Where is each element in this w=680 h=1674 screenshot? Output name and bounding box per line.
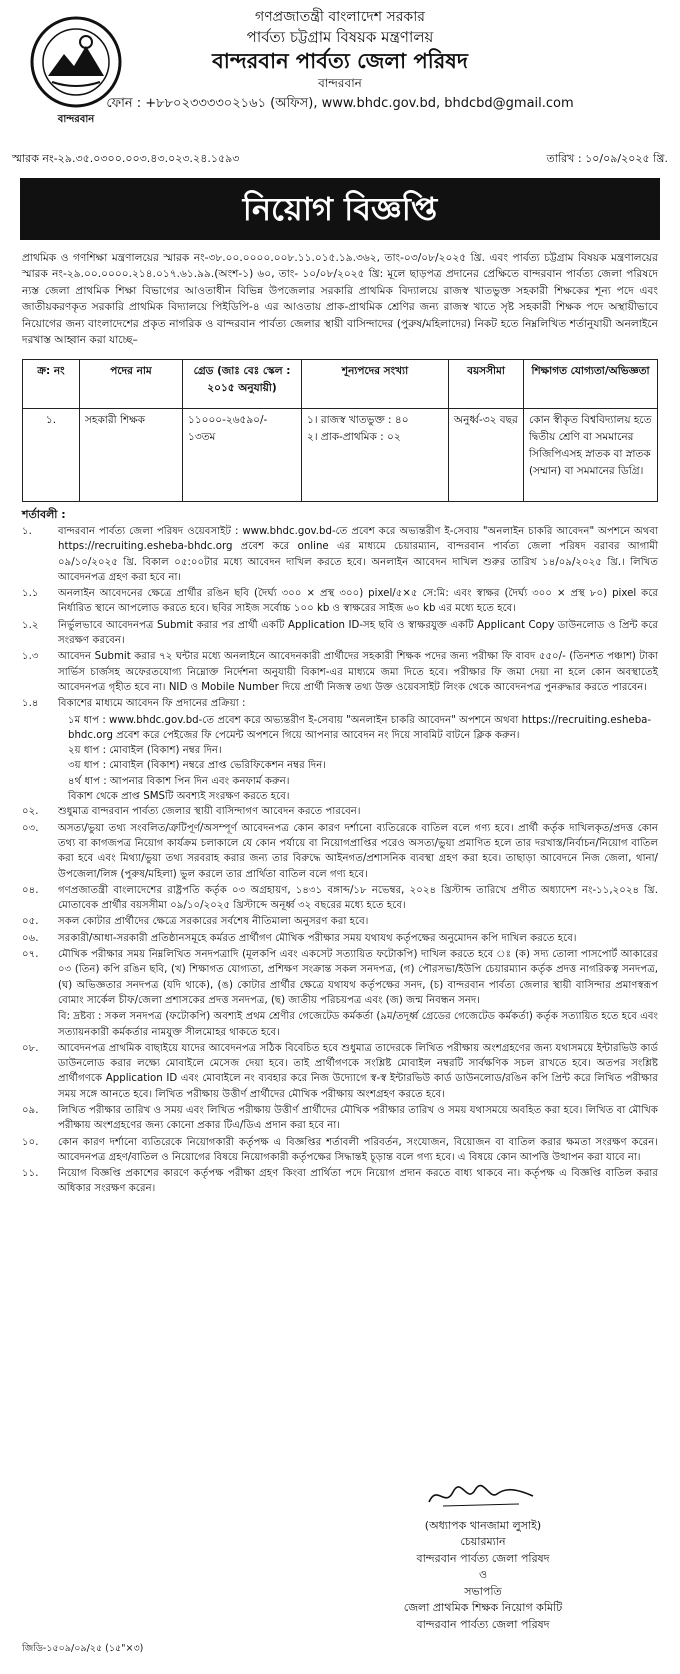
signature-block	[378, 1478, 588, 1633]
term-note	[22, 1009, 658, 1040]
term-item	[22, 696, 658, 711]
term-number: ০৫.	[22, 916, 39, 928]
col-grade: গ্রেড (জাঃ বেঃ স্কেল : ২০১৫ অনুযায়ী)	[183, 360, 302, 409]
term-item	[22, 947, 658, 1008]
term-text: বি: দ্রষ্টব্য : সকল সনদপত্র (ফটোকপি) অবশ্যই প্রথম শ্রেণীর গেজেটেড কর্মকর্তা (৯ম/তদূর্ধ্ব গ্রেডের গেজেটেড কর্মকর্তা) কর্তৃক সত্যায়িত হতে হবে এবং সত্যায়নকারী কর্মকর্তার নামযুক্ত সীলমোহর থাকতে হবে।	[58, 1011, 658, 1038]
payment-step: বিকাশ থেকে প্রাপ্ত SMSটি অবশ্যই সংরক্ষণ করতে হবে।	[68, 791, 290, 803]
term-number: ০৮.	[22, 1042, 39, 1054]
term-item	[22, 931, 658, 946]
term-number	[22, 1009, 58, 1040]
logo-caption: বান্দরবান	[57, 114, 95, 125]
term-text: কোন কারণ দর্শানো ব্যতিরেকে নিয়োগকারী কর্তৃপক্ষ এ বিজ্ঞপ্তির শর্তাবলী পরিবর্তন, সংযোজন, বিয়োজন বা বাতিল করার ক্ষমতা সংরক্ষণ করেন। আবেদনপত্র গ্রহণ/বাতিল ও নিয়োগের বিষয়ে নিয়োগকারী কর্তৃপক্ষের সিদ্ধান্তই চূড়ান্ত বলে গণ্য হবে। এ বিষয়ে কোন আপত্তি উত্থাপন করা যাবে না।	[58, 1136, 658, 1163]
table-row	[23, 409, 658, 502]
term-item	[22, 914, 658, 929]
term-item	[22, 1135, 658, 1166]
col-qualification: শিক্ষাগত যোগ্যতা/অভিজ্ঞতা	[524, 360, 658, 409]
term-text: বান্দরবান পার্বত্য জেলা পরিষদ ওয়েবসাইট : www.bhdc.gov.bd-তে প্রবেশ করে অভ্যন্তরীণ ই-সেবায় "অনলাইন চাকরি আবেদন" অপশনে অথবা https://recruiting.esheba-bhdc.org প্রবেশ করে online এর মাধ্যমে চেয়ারম্যান, বান্দরবান পার্বত্য জেলা পরিষদ বরাবর আগামী ০৯/১০/২০২৫ খ্রি. বিকাল ০৫:০০টার মধ্যে আবেদন দাখিল করতে হবে। অনলাইন আবেদন দাখিল শুরুর তারিখ ১৪/০৯/২০২৫ খ্রি.। লিখিত আবেদনপত্র গ্রহণ করা হবে না।	[58, 526, 658, 583]
term-number: ১.৩	[22, 651, 39, 663]
term-number: ০৪.	[22, 884, 39, 896]
col-age: বয়সসীমা	[449, 360, 524, 409]
term-item	[22, 804, 658, 819]
cell-serial: ১.	[23, 409, 80, 502]
term-text: অনলাইন আবেদনের ক্ষেত্রে প্রার্থীর রঙিন ছবি (দৈর্ঘ্য ৩০০ × প্রস্থ ৩০০) pixel/৫×৫ সে:মি: এবং স্বাক্ষর (দৈর্ঘ্য ৩০০ × প্রস্থ ৮০) pixel করে নির্ধারিত স্থানে আপলোড করতে হবে। ছবির সাইজ সর্বোচ্চ ১০০ kb ও স্বাক্ষরের সাইজ ৬০ kb এর মধ্যে হতে হবে।	[58, 588, 658, 615]
cell-age: অনুর্ধ্ব-৩২ বছর	[449, 409, 524, 502]
term-number: ১.১	[22, 588, 39, 600]
memo-number: স্মারক নং-২৯.৩৫.০৩০০.০০৩.৪৩.০২৩.২৪.১৫৯৩	[12, 152, 240, 165]
cell-grade: ১১০০০-২৬৫৯০/- ১৩তম	[183, 409, 302, 502]
post-details-table	[22, 359, 658, 502]
term-number: ১.	[22, 526, 32, 537]
term-text: নির্ভুলভাবে আবেদনপত্র Submit করার পর প্রার্থী একটি Application ID-সহ ছবি ও স্বাক্ষরযুক্ত একটি Applicant Copy ডাউনলোড ও প্রিন্ট করে সংরক্ষণ করবেন।	[58, 619, 658, 647]
handwritten-signature	[423, 1478, 543, 1512]
term-number: ০৩.	[22, 822, 39, 834]
term-item	[22, 1041, 658, 1102]
term-text: আবেদন Submit করার ৭২ ঘন্টার মধ্যে অনলাইনে আবেদনকারী প্রার্থীদের সহকারী শিক্ষক পদের জন্য পরীক্ষা ফি বাবদ ৫৫০/- (তিনশত পঞ্চাশ) টাকা সার্ভিস চার্জসহ অফেরতযোগ্য নিম্নোক্ত নির্দেশনা অনুযায়ী বিকাশ-এর মাধ্যমে জমা দিতে হবে। পরীক্ষার ফি জমা দেয়া না হলে কোন অবস্থাতেই আবেদনপত্র গৃহীত হবে না। NID ও Mobile Number দিয়ে প্রার্থী নিজস্ব তথ্য উক্ত ওয়েবসাইট লিংক থেকে আবেদনপত্র পুনরুদ্ধার করতে পারবেন।	[58, 651, 658, 693]
col-vacancy: শূন্যপদের সংখ্যা	[302, 360, 449, 409]
cell-post: সহকারী শিক্ষক	[80, 409, 183, 502]
payment-steps	[68, 713, 658, 805]
payment-step: ১ম ধাপ : www.bhdc.gov.bd-তে প্রবেশ করে অভ্যন্তরীণ ই-সেবায় "অনলাইন চাকরি আবেদন" অপশনে অথবা https://recruiting.esheba-bhdc.org প্রবেশ করে পেইজের ফি পেমেন্ট অপশনে গিয়ে আপনার আবেদন নং দিয়ে সাবমিট বাটনে ক্লিক করুন।	[68, 714, 652, 741]
term-number: ০৭.	[22, 949, 39, 961]
signatory-committee: জেলা প্রাথমিক শিক্ষক নিয়োগ কমিটি	[403, 1601, 563, 1614]
term-number: ০২.	[22, 806, 39, 818]
term-item	[22, 821, 658, 882]
term-number: ১০.	[22, 1136, 39, 1148]
intro-paragraph: প্রাথমিক ও গণশিক্ষা মন্ত্রণালয়ের স্মারক নং-৩৮.০০.০০০০.০০৮.১১.০১৫.১৯.৩৬২, তাং-০৩/০৮/২০২৫ খ্রি. এবং পার্বত্য চট্টগ্রাম বিষয়ক মন্ত্রণালয়ের স্মারক নং-২৯.০০.০০০০.২১৪.০১৭.৬১.৯৯.(অংশ-১) ৬০, তাং- ১০/০৮/২০২৫ খ্রি: মূলে ছাড়পত্র প্রদানের প্রেক্ষিতে বান্দরবান পার্বত্য জেলা পরিষদে ন্যস্ত জেলা প্রাথমিক শিক্ষা বিভাগের আওতাধীন বিভিন্ন উপজেলার সরকারি প্রাথমিক বিদ্যালয়ে রাজস্ব খাতভুক্ত সহকারী শিক্ষকের শূন্য পদে এবং জাতীয়করণকৃত সরকারি প্রাথমিক বিদ্যালয়ে পিইডিপি-৪ এর আওতায় প্রাক-প্রাথমিক শ্রেণির জন্য রাজস্ব খাতে সৃষ্ট সহকারী শিক্ষক পদে অস্থায়ীভাবে নিয়োগের জন্য বাংলাদেশের প্রকৃত নাগরিক ও বান্দরবান পার্বত্য জেলার স্থায়ী বাসিন্দাদের (পুরুষ/মহিলাদের) নিকট হতে নিম্নলিখিত শর্তানুযায়ী অনলাইনে দরখাস্ত আহ্বান করা যাচ্ছে–	[22, 252, 658, 347]
notice-title-banner: নিয়োগ বিজ্ঞপ্তি	[20, 178, 660, 240]
government-line: গণপ্রজাতন্ত্রী বাংলাদেশ সরকার	[255, 9, 425, 25]
header	[12, 0, 668, 150]
district-council-logo	[30, 16, 122, 108]
term-number: ১.৪	[22, 698, 39, 710]
term-text: বিকাশের মাধ্যমে আবেদন ফি প্রদানের প্রক্রিয়া :	[58, 698, 246, 710]
location-line: বান্দরবান	[318, 76, 362, 91]
vacancy-preprimary: ২। প্রাক-প্রাথমিক : ০২	[307, 431, 401, 443]
cell-vacancy	[302, 409, 449, 502]
term-item	[22, 586, 658, 617]
reference-line	[12, 150, 668, 169]
table-header-row	[23, 360, 658, 409]
notice-date: তারিখ : ১০/০৯/২০২৫ খ্রি.	[546, 152, 668, 165]
term-text: সরকারী/আধা-সরকারী প্রতিষ্ঠানসমূহে কর্মরত প্রার্থীগণ মৌখিক পরীক্ষার সময় যথাযথ কর্তৃপক্ষের অনুমোদন কপি দাখিল করতে হবে।	[58, 932, 577, 944]
term-text: শুধুমাত্র বান্দরবান পার্বত্য জেলার স্থায়ী বাসিন্দাগণ আবেদন করতে পারবেন।	[58, 806, 361, 818]
term-item	[22, 649, 658, 695]
signatory-and: ও	[478, 1568, 488, 1581]
signatory-role: সভাপতি	[464, 1584, 502, 1598]
term-number: ১১.	[22, 1168, 39, 1180]
term-number: ০৯.	[22, 1104, 39, 1116]
term-item	[22, 524, 658, 585]
term-text: সকল কোটার প্রার্থীদের ক্ষেত্রে সরকারের সর্বশেষ নীতিমালা অনুসরণ করা হবে।	[58, 916, 369, 928]
gd-code: জিডি-১৫০৯/০৯/২৫ (১৫"×৩)	[22, 1643, 144, 1654]
terms-list	[22, 524, 658, 1198]
term-text: অসত্য/ভুয়া তথ্য সংবলিত/ত্রুটিপূর্ণ/অসম্পূর্ণ আবেদনপত্র কোন কারণ দর্শানো ব্যতিরেকে বাতিল বলে গণ্য হবে। প্রার্থী কর্তৃক দাখিলকৃত/প্রদত্ত কোন তথ্য বা কাগজপত্র নিয়োগ কার্যক্রম চলাকালে যে কোন পর্যায়ে বা নিয়োগপ্রাপ্তির পরেও অসত্য/ভুয়া প্রমাণিত হলে তার দরখাস্ত/নির্বাচন/নিয়োগ বাতিল করা হবে এবং মিথ্যা/ভুয়া তথ্য সরবরাহ করার জন্য তার বিরুদ্ধে আইনগত/প্রশাসনিক ব্যবস্থা গ্রহণ করা হবে। তাছাড়া আবেদনে নিজ জেলা, থানা/উপজেলা/লিঙ্গ (পুরুষ/মহিলা) ভুল করলে তার প্রার্থিতা বাতিল বলে গণ্য হবে।	[58, 822, 658, 880]
term-number: ১.২	[22, 619, 39, 631]
ministry-line: পার্বত্য চট্টগ্রাম বিষয়ক মন্ত্রণালয়	[246, 27, 434, 46]
vacancy-revenue: ১। রাজস্ব খাতভুক্ত : ৪০	[307, 414, 409, 426]
contact-line: ফোন : +৮৮০২৩৩৩৩০২১৬১ (অফিস), www.bhdc.gov.bd, bhdcbd@gmail.com	[106, 95, 574, 111]
signatory-committee-office: বান্দরবান পার্বত্য জেলা পরিষদ	[416, 1617, 550, 1631]
term-text: গণপ্রজাতন্ত্রী বাংলাদেশের রাষ্ট্রপতি কর্তৃক ০৩ অগ্রহায়ণ, ১৪৩১ বঙ্গাব্দ/১৮ নভেম্বর, ২০২৪ খ্রিস্টাব্দ তারিখে প্রণীত অধ্যাদেশ নং-১১,২০২৪ খ্রি. মোতাবেক প্রার্থীর বয়সসীমা ০৯/১০/২০২৫ খ্রিস্টাব্দে অনূর্ধ্ব ৩২ বছরের মধ্যে হতে হবে।	[58, 884, 658, 912]
signatory-title: চেয়ারম্যান	[460, 1535, 506, 1548]
payment-step: ৪র্থ ধাপ : আপনার বিকাশ পিন দিন এবং কনফার্ম করুন।	[68, 775, 290, 787]
cell-qualification: কোন স্বীকৃত বিশ্ববিদ্যালয় হতে দ্বিতীয় শ্রেণি বা সমমানের সিজিপিএসহ স্নাতক বা স্নাতক (সম্মান) বা সমমানের ডিগ্রি।	[524, 409, 658, 502]
term-text: আবেদনপত্র প্রাথমিক বাছাইয়ে যাদের আবেদনপত্র সঠিক বিবেচিত হবে শুধুমাত্র তাদেরকে লিখিত পরীক্ষায় অংশগ্রহণের জন্য যথাসময়ে ইন্টারভিউ কার্ড ডাউনলোড করার লক্ষ্যে মোবাইলে মেসেজ দেয়া হবে। তাই প্রার্থীগণকে সংশ্লিষ্ট মোবাইল নম্বরটি সার্বক্ষণিক সচল রাখতে হবে। অতপর সংশ্লিষ্ট প্রার্থীগণকে Application ID এবং মোবাইলে নং ব্যবহার করে নিজ উদ্যোগে স্ব-স্ব ইন্টারভিউ কার্ড ডাউনলোড/রঙিন কপি প্রিন্ট করে লিখিত পরীক্ষার সময় সঙ্গে আনতে হবে। লিখিত পরীক্ষায় উত্তীর্ণ প্রার্থীদের মৌখিক পরীক্ষায় অংশগ্রহণ করতে হবে।	[58, 1042, 658, 1100]
term-item	[22, 618, 658, 649]
term-item	[22, 1103, 658, 1134]
signatory-name: (অধ্যাপক থানজামা লুসাই)	[424, 1518, 542, 1532]
council-name: বান্দরবান পার্বত্য জেলা পরিষদ	[212, 49, 468, 74]
col-serial: ক্র: নং	[23, 360, 80, 409]
term-item	[22, 883, 658, 914]
col-post: পদের নাম	[80, 360, 183, 409]
payment-step: ২য় ধাপ : মোবাইল (বিকাশ) নম্বর দিন।	[68, 745, 222, 757]
signatory-office: বান্দরবান পার্বত্য জেলা পরিষদ	[416, 1551, 550, 1565]
terms-heading: শর্তাবলী :	[22, 508, 66, 521]
term-number: ০৬.	[22, 932, 39, 944]
term-text: মৌখিক পরীক্ষার সময় নিম্নলিখিত সনদপত্রাদি (মূলকপি এবং একসেট সত্যায়িত ফটোকপি) দাখিল করতে হবে ঃ (ক) সদ্য তোলা পাসপোর্ট আকারের ০৩ (তিন) কপি রঙিন ছবি, (খ) শিক্ষাগত যোগ্যতা, প্রশিক্ষণ সংক্রান্ত সকল সনদপত্র, (গ) পৌরসভা/ইউপি চেয়ারম্যান কর্তৃক প্রদত্ত নাগরিকত্ব সনদপত্র, (ঘ) অভিজ্ঞতার সনদপত্র (যদি থাকে), (ঙ) কোটার প্রার্থীর ক্ষেত্রে যথাযথ কর্তৃপক্ষের সনদ, (চ) বান্দরবান পার্বত্য জেলার স্থায়ী বাসিন্দার প্রমাণস্বরূপ বোমাং সার্কেল চীফ/জেলা প্রশাসকের প্রদত্ত সনদপত্র, (ছ) জাতীয় পরিচয়পত্র এবং (জ) জন্ম নিবন্ধন সনদ।	[58, 949, 658, 1006]
payment-step: ৩য় ধাপ : মোবাইল (বিকাশ) নম্বরে প্রাপ্ত ভেরিফিকেশন নম্বর দিন।	[68, 760, 327, 772]
term-text: নিয়োগ বিজ্ঞপ্তি প্রকাশের কারণে কর্তৃপক্ষ পরীক্ষা গ্রহণ কিংবা প্রার্থিতা পদে নিয়োগ প্রদান করতে বাধ্য থাকবে না। কর্তৃপক্ষ এ বিজ্ঞপ্তি বাতিল করার অধিকার সংরক্ষণ করেন।	[58, 1168, 658, 1195]
term-text: লিখিত পরীক্ষার তারিখ ও সময় এবং লিখিত পরীক্ষায় উত্তীর্ণ প্রার্থীদের মৌখিক পরীক্ষার তারিখ ও সময় যথাসময়ে অবহিত করা হবে। লিখিত বা মৌখিক পরীক্ষায় অংশগ্রহণের জন্য কোনো প্রকার টিএ/ডিএ প্রদান করা হবে না।	[58, 1104, 658, 1132]
term-item	[22, 1166, 658, 1197]
